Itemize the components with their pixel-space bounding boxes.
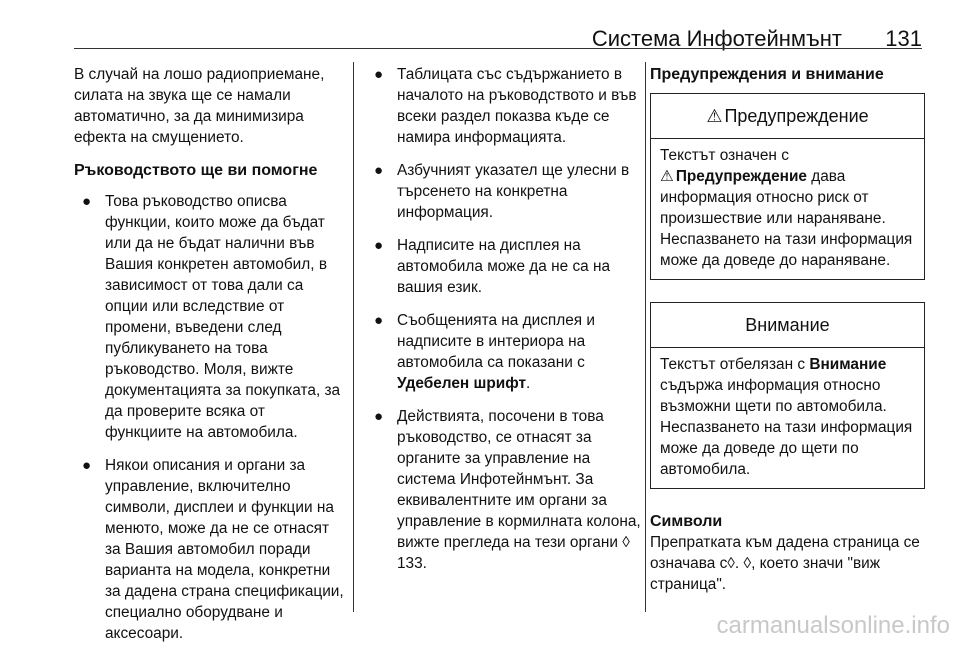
- warning-box: [650, 93, 925, 280]
- bullet-icon: ●: [374, 408, 384, 425]
- page-header: [0, 0, 960, 60]
- warning-box-body: [651, 139, 924, 279]
- warning-box-title: Предупреждение: [724, 105, 869, 126]
- list-item: [366, 64, 642, 148]
- warning-bold-word: Предупреждение: [675, 168, 807, 185]
- bullet-icon: ●: [374, 66, 384, 83]
- bullet-icon: ●: [82, 193, 92, 210]
- bullet-icon: ●: [374, 312, 384, 329]
- guide-bullet-list: [74, 191, 346, 644]
- list-item: [366, 406, 642, 574]
- bullet-icon: ●: [374, 162, 384, 179]
- symbols-text: .: [734, 555, 744, 572]
- list-item-text: Някои описания и органи за управление, включително символи, дисплеи и функции на менюто, може да не се отнасят за Вашия автомобил поради варианта на модела, конкретни за дадена страна спецификации, специално оборудване и аксесоари.: [105, 457, 344, 642]
- caution-text-rest: съдържа информация относно възможни щети по автомобила. Неспазването на тази информация може да доведе до щети по автомобила.: [660, 377, 913, 478]
- page-number: 131: [885, 26, 922, 51]
- list-item: [366, 235, 642, 298]
- symbols-heading: Символи: [650, 513, 723, 530]
- column-divider: [645, 62, 646, 612]
- warning-text-rest: дава информация относно риск от произшествие или нараняване. Неспазването на тази информация може да доведе до нараняване.: [660, 168, 913, 269]
- list-item-text: Таблицата със съдържанието в началото на ръководството и във всеки раздел показва къде се намира информацията.: [397, 66, 637, 146]
- warnings-heading: Предупреждения и внимание: [650, 66, 884, 83]
- symbols-paragraph: [650, 532, 925, 595]
- list-item-end: .: [526, 375, 531, 392]
- page-ref-icon: ◊: [727, 555, 735, 572]
- page-ref-icon: ◊: [743, 555, 752, 572]
- symbols-text: Препратката към дадена страница се означава с: [650, 534, 920, 572]
- warning-icon: ⚠: [660, 168, 674, 185]
- list-item: [74, 455, 346, 644]
- warning-text-line1: Текстът означен с: [660, 147, 789, 164]
- page-ref-icon: ◊: [622, 534, 630, 551]
- list-item-text: Азбучният указател ще улесни в търсенето на конкретна информация.: [397, 162, 630, 221]
- warning-icon: ⚠: [706, 105, 723, 126]
- list-item: [366, 160, 642, 223]
- caution-box: [650, 302, 925, 489]
- column-2: [366, 64, 642, 586]
- page-ref-link[interactable]: 133.: [397, 555, 427, 572]
- caution-bold-word: Внимание: [809, 356, 887, 373]
- caution-text-start: Текстът отбелязан с: [660, 356, 806, 373]
- guide-heading: Ръководството ще ви помогне: [74, 162, 318, 179]
- caution-box-header: [651, 303, 924, 348]
- section-title: Система Инфотейнмънт: [591, 26, 842, 51]
- list-item: [366, 310, 642, 394]
- header-rule: [74, 48, 922, 49]
- column-1: [74, 64, 346, 656]
- list-item: [74, 191, 346, 443]
- list-item-text: Надписите на дисплея на автомобила може да не са на вашия език.: [397, 237, 611, 296]
- watermark: carmanualsonline.info: [716, 612, 950, 639]
- column-divider: [353, 62, 354, 612]
- warning-box-header: [651, 94, 924, 139]
- bold-font-label: Удебелен шрифт: [397, 375, 526, 392]
- column-3: [650, 64, 925, 595]
- list-item-text: Действията, посочени в това ръководство, се отнасят за органите за управление на система Инфотейнмънт. За еквивалентните им органи за управление в кормилната колона, вижте прегледа на тези органи: [397, 408, 641, 551]
- caution-box-title: Внимание: [745, 314, 830, 335]
- bullet-icon: ●: [82, 457, 92, 474]
- intro-paragraph: В случай на лошо радиоприемане, силата на звука ще се намали автоматично, за да минимизира ефекта на смущението.: [74, 66, 325, 146]
- list-item-text: Това ръководство описва функции, които може да бъдат или да не бъдат налични във Вашия конкретен автомобил, в зависимост от това дали са опции или вследствие от промени, въведени след публикуването на това ръководство. Моля, вижте документацията за покупката, за да проверите всяка от функциите на автомобила.: [105, 193, 341, 441]
- caution-box-body: [651, 348, 924, 488]
- info-bullet-list: [366, 64, 642, 574]
- bullet-icon: ●: [374, 237, 384, 254]
- list-item-text: Съобщенията на дисплея и надписите в интериора на автомобила са показани с: [397, 312, 595, 371]
- symbols-text: , което значи "виж страница".: [650, 555, 881, 593]
